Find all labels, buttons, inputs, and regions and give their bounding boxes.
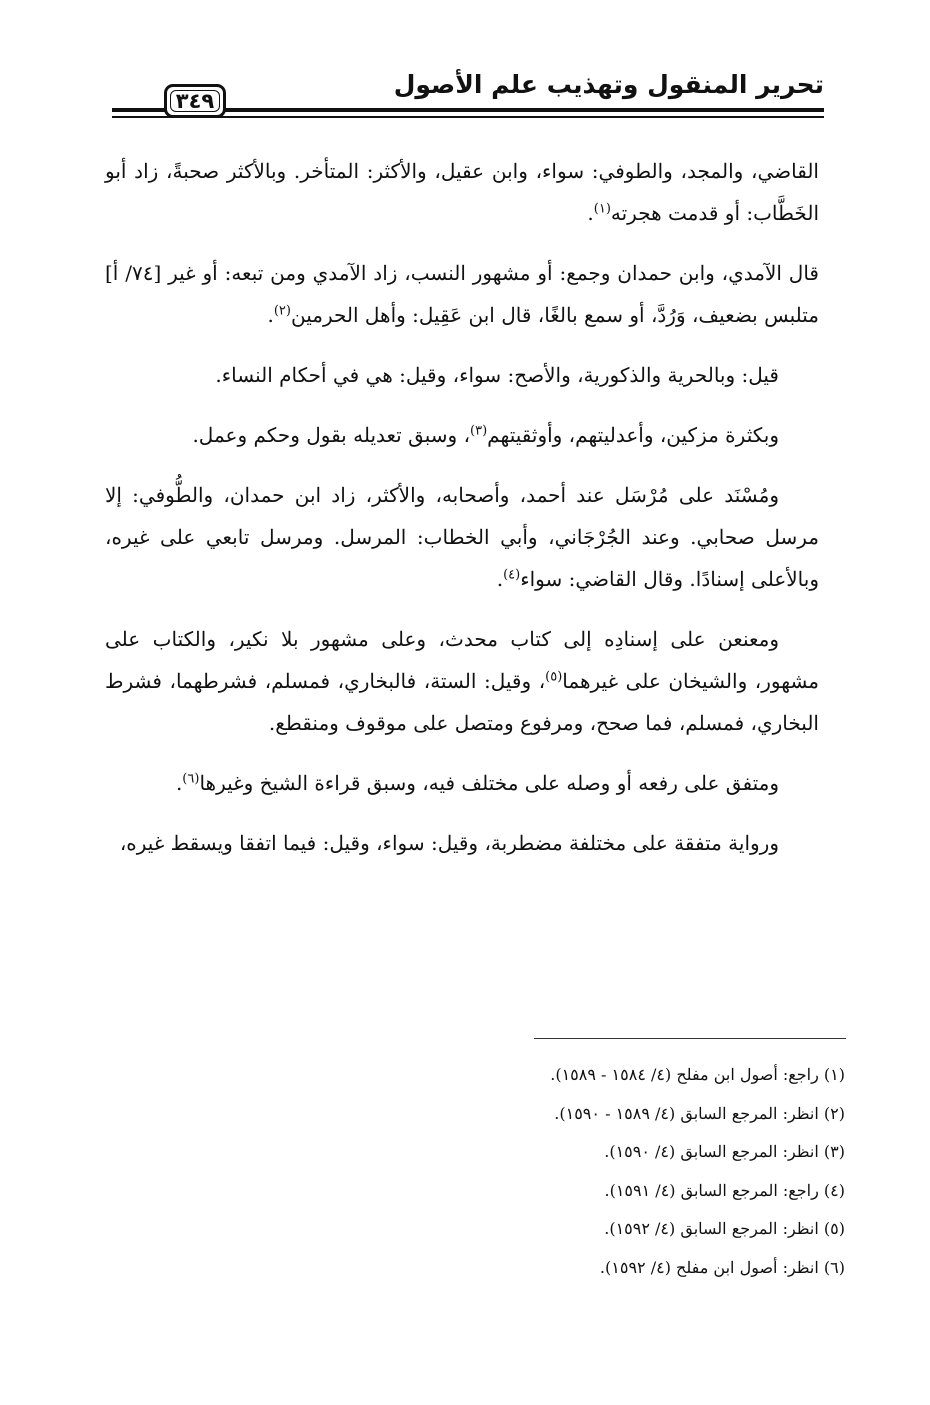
main-text [105,150,819,882]
footnote: (٥) انظر: المرجع السابق (٤/ ١٥٩٢). [604,1219,845,1238]
paragraph: ومتفق على رفعه أو وصله على مختلف فيه، وسبق قراءة الشيخ وغيرها$^{(٦)}$. [175,771,779,795]
paragraph [105,822,819,864]
paragraph-text: ومُسْنَد على مُرْسَل عند أحمد، وأصحابه، والأكثر، زاد ابن حمدان، والطُّوفي: إلا مرسل صحابي. وعند الجُرْجَاني، وأبي الخطاب: المرسل. ومرسل تابعي على غيره، وبالأعلى إسنادًا. وقال القاضي: سواء [105,483,819,591]
page-number: ٣٤٩ [175,89,215,113]
note-ref: (٤) [503,567,521,583]
paragraph [105,354,819,396]
paragraph [105,618,819,744]
footnote: (١) راجع: أصول ابن مفلح (٤/ ١٥٨٤ - ١٥٨٩). [550,1065,845,1084]
book-title: تحرير المنقول وتهذيب علم الأصول [393,70,824,99]
paragraph-text: ومتفق على رفعه أو وصله على مختلف فيه، وسبق قراءة الشيخ وغيرها [199,771,779,795]
paragraph-text: ومعنعن على إسنادِه إلى كتاب محدث، وعلى مشهور بلا نكير، والكتاب على مشهور، والشيخان على غيرهما [105,627,820,693]
paragraph-text: ورواية متفقة على مختلفة مضطربة، وقيل: سواء، وقيل: فيما اتفقا ويسقط غيره، [119,831,779,855]
note-ref: (٥) [545,669,563,685]
footnote: (٢) انظر: المرجع السابق (٤/ ١٥٨٩ - ١٥٩٠). [554,1103,845,1123]
paragraph-text: ، وقيل: الستة، فالبخاري، فمسلم، فشرطهما، فشرط البخاري، فمسلم، فما صحح، ومرفوع ومتصل على موقوف ومنقطع. [105,669,819,735]
paragraph-text: القاضي، والمجد، والطوفي: سواء، وابن عقيل، والأكثر: المتأخر. وبالأكثر صحبةً، زاد أبو الخَطَّاب: أو قدمت هجرته [105,159,819,225]
paragraph [105,414,819,456]
footnote: (٤) راجع: المرجع السابق (٤/ ١٥٩١). [604,1180,845,1200]
note-ref: (٣) [470,423,488,439]
note-ref: (١) [593,201,611,217]
footnotes [145,1056,845,1287]
footnote-separator [534,1038,846,1039]
paragraph-text: قال الآمدي، وابن حمدان وجمع: أو مشهور النسب، زاد الآمدي ومن تبعه: أو غير [٧٤/ أ] متلبس بضعيف، وَرُدَّ، أو سمع بالغًا، قال ابن عَقِيل: وأهل الحرمين [105,261,819,327]
paragraph-text: ، وسبق تعديله بقول وحكم وعمل. [192,423,471,447]
footnote: (٣) انظر: المرجع السابق (٤/ ١٥٩٠). [604,1142,845,1161]
page-number-box [164,84,226,118]
footnote: (٦) انظر: أصول ابن مفلح (٤/ ١٥٩٢). [599,1257,845,1277]
paragraph-text: وبكثرة مزكين، وأعدليتهم، وأوثقيتهم [487,423,779,447]
paragraph: قال الآمدي، وابن حمدان وجمع: أو مشهور النسب، زاد الآمدي ومن تبعه: أو غير [٧٤/ أ] متلبس بضعيف، وَرُدَّ، أو سمع بالغًا، قال ابن عَقِيل: وأهل الحرمين$^{(٢)}$. [105,261,819,327]
paragraph: القاضي، والمجد، والطوفي: سواء، وابن عقيل، والأكثر: المتأخر. وبالأكثر صحبةً، زاد أبو الخَطَّاب: أو قدمت هجرته$^{(١)}$. [105,159,819,225]
note-ref: (٢) [273,303,291,319]
paragraph-text: قيل: وبالحرية والذكورية، والأصح: سواء، وقيل: هي في أحكام النساء. [215,363,779,387]
page-number-frame [170,90,220,112]
page-header [112,64,824,126]
note-ref: (٦) [182,771,200,787]
paragraph: ومُسْنَد على مُرْسَل عند أحمد، وأصحابه، والأكثر، زاد ابن حمدان، والطُّوفي: إلا مرسل صحابي. وعند الجُرْجَاني، وأبي الخطاب: المرسل. ومرسل تابعي على غيره، وبالأعلى إسنادًا. وقال القاضي: سواء$^{(٤)}$. [105,483,819,591]
